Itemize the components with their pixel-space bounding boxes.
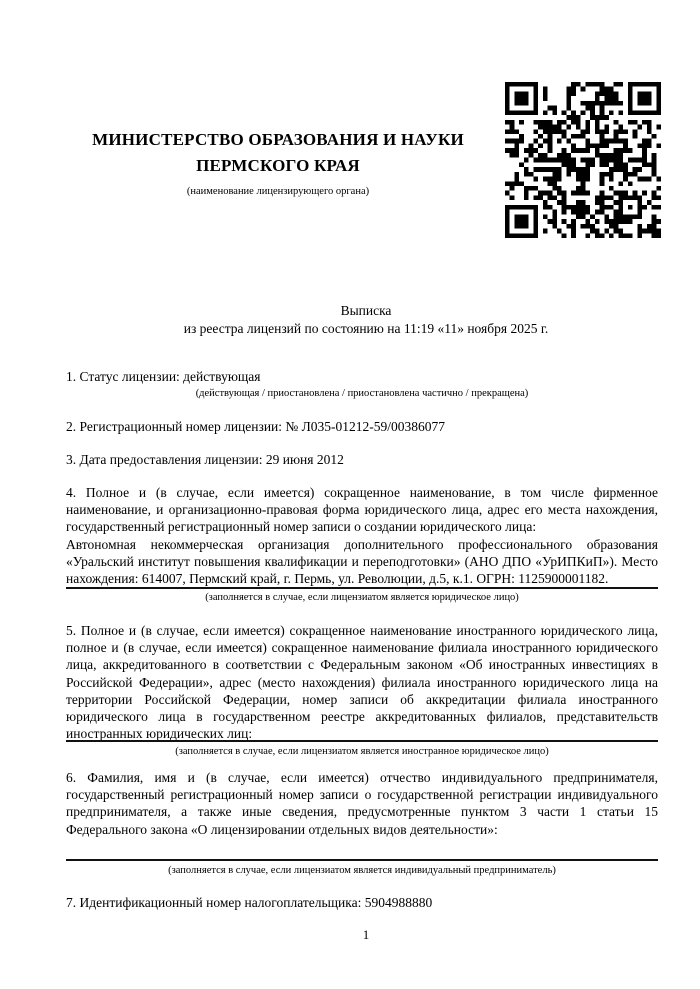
ministry-name-line2: ПЕРМСКОГО КРАЯ (196, 156, 360, 175)
qr-code-icon (505, 82, 661, 238)
fill-in-rule-foreign-entity (66, 740, 658, 742)
item-entrepreneur-note: (заполняется в случае, если лицензиатом является индивидуальный предприниматель) (168, 865, 556, 876)
fill-in-rule-legal-entity (66, 587, 658, 589)
document-title-line1: Выписка (340, 303, 392, 318)
licensing-authority-header (66, 127, 490, 197)
item-registration-number: 2. Регистрационный номер лицензии: № Л035-01212-59/00386077 (66, 419, 446, 434)
item-legal-entity (66, 484, 658, 587)
item-license-status: 1. Статус лицензии: действующая (66, 369, 261, 384)
fill-in-rule-entrepreneur (66, 859, 658, 861)
item-taxpayer-id: 7. Идентификационный номер налогоплательщика: 5904988880 (66, 895, 433, 910)
document-title (50, 302, 682, 337)
ministry-name-line1: МИНИСТЕРСТВО ОБРАЗОВАНИЯ И НАУКИ (92, 130, 464, 149)
item-legal-entity-note: (заполняется в случае, если лицензиатом является юридическое лицо) (205, 592, 519, 603)
item-legal-entity-text: 4. Полное и (в случае, если имеется) сокращенное наименование, в том числе фирменное наименование, и организационно-правовая форма юридического лица, адрес его места нахождения, государственный регистрационный номер записи о создании юридического лица: (66, 485, 658, 535)
item-foreign-entity: 5. Полное и (в случае, если имеется) сокращенное наименование иностранного юридического лица, полное и (в случае, если имеется) сокращенное наименование филиала иностранного юридического лица, аккредитованного в соответствии с Федеральным законом «Об иностранных инвестициях в Российской Федерации», адрес (место нахождения) филиала иностранного юридического лица на территории Российской Федерации, номер записи об аккредитации филиала иностранного юридического лица в государственном реестре аккредитованных филиалов, представительств иностранных юридических лиц: (66, 623, 658, 742)
item-foreign-entity-note: (заполняется в случае, если лицензиатом является иностранное юридическое лицо) (175, 746, 549, 757)
item-grant-date: 3. Дата предоставления лицензии: 29 июня 2012 (66, 452, 344, 467)
page-number: 1 (362, 927, 370, 942)
authority-caption: (наименование лицензирующего органа) (186, 186, 370, 197)
item-entrepreneur: 6. Фамилия, имя и (в случае, если имеется) отчество индивидуального предпринимателя, государственный регистрационный номер записи о государственной регистрации индивидуального предпринимателя, а также иные сведения, предусмотренные пунктом 3 части 1 статьи 15 Федерального закона «О лицензировании отдельных видов деятельности»: (66, 770, 658, 837)
item-legal-entity-value: Автономная некоммерческая организация дополнительного профессионального образования «Уральский институт повышения квалификации и переподготовки» (АНО ДПО «УрИПКиП»). Место нахождения: 614007, Пермский край, г. Пермь, ул. Революции, д.5, к.1. ОГРН: 1125900001182. (66, 536, 658, 587)
item-license-status-note: (действующая / приостановлена / приостановлена частично / прекращена) (195, 388, 529, 399)
document-title-line2: из реестра лицензий по состоянию на 11:19 «11» ноября 2025 г. (183, 320, 549, 336)
